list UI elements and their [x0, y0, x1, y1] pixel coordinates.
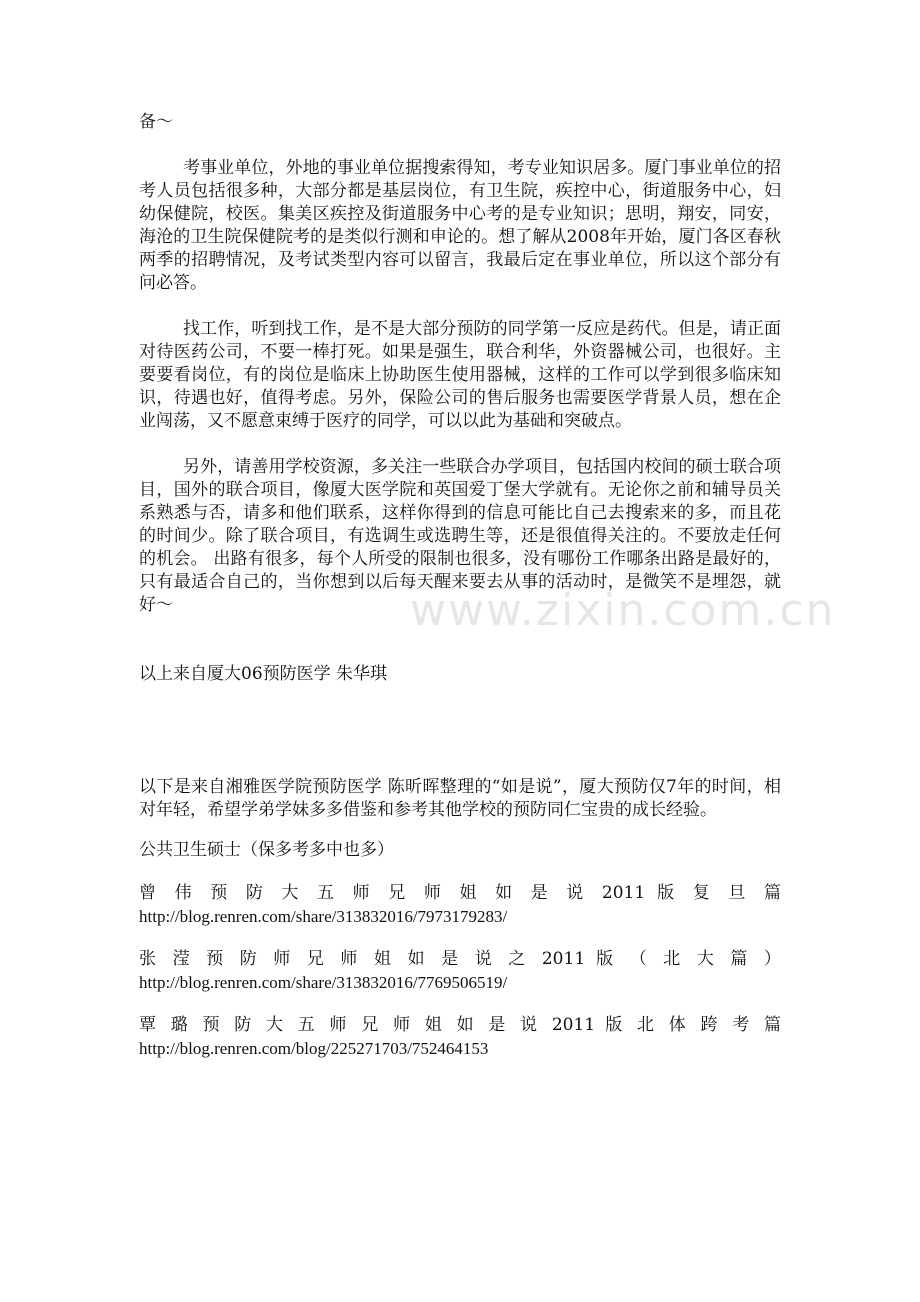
link-entry-url[interactable]: http://blog.renren.com/share/313832016/7769506519/ [139, 973, 508, 992]
link-entry [139, 1014, 781, 1060]
section-heading: 公共卫生硕士（保多考多中也多） [139, 840, 394, 860]
link-entry-title: 曾 伟 预 防 大 五 师 兄 师 姐 如 是 说 2011 版 复 旦 篇 [139, 883, 781, 903]
paragraph-intro: 以下是来自湘雅医学院预防医学 陈昕晖整理的“如是说”，厦大预防仅7年的时间，相对年轻，希望学弟学妹多多借鉴和参考其他学校的预防同仁宝贵的成长经验。 [139, 777, 781, 820]
paragraph-public-institution: 考事业单位，外地的事业单位据搜索得知，考专业知识居多。厦门事业单位的招考人员包括很多种，大部分都是基层岗位，有卫生院，疾控中心，街道服务中心，妇幼保健院，校医。集美区疾控及街道服务中心考的是专业知识；思明，翔安，同安，海沧的卫生院保健院考的是类似行测和申论的。想了解从2008年开始，厦门各区春秋两季的招聘情况，及考试类型内容可以留言，我最后定在事业单位，所以这个部分有问必答。 [139, 158, 781, 293]
paragraph-continuation: 备～ [139, 112, 173, 132]
link-entry [139, 882, 781, 928]
watermark: www.zixin.com.cn [410, 585, 836, 636]
document-body [139, 111, 836, 1060]
paragraph-job-hunting: 找工作，听到找工作，是不是大部分预防的同学第一反应是药代。但是，请正面对待医药公司，不要一棒打死。如果是强生，联合利华，外资器械公司，也很好。主要要看岗位，有的岗位是临床上协助医生使用器械，这样的工作可以学到很多临床知识，待遇也好，值得考虑。另外，保险公司的售后服务也需要医学背景人员，想在企业闯荡，又不愿意束缚于医疗的同学，可以以此为基础和突破点。 [139, 319, 781, 431]
author-credit: 以上来自厦大06预防医学 朱华琪 [139, 664, 388, 684]
paragraph-school-resources: 另外，请善用学校资源，多关注一些联合办学项目，包括国内校间的硕士联合项目，国外的联合项目，像厦大医学院和英国爱丁堡大学就有。无论你之前和辅导员关系熟悉与否，请多和他们联系，这样你得到的信息可能比自己去搜索来的多，而且花的时间少。除了联合项目，有选调生或选聘生等，还是很值得关注的。不要放走任何的机会。 出路有很多，每个人所受的限制也很多，没有哪份工作哪条出路是最好的，只有最适合自己的，当你想到以后每天醒来要去从事的活动时，是微笑不是埋怨，就好～ [139, 457, 781, 615]
link-entry-url[interactable]: http://blog.renren.com/blog/225271703/752464153 [139, 1039, 489, 1058]
link-entry-url[interactable]: http://blog.renren.com/share/313832016/7973179283/ [139, 907, 508, 926]
link-entry [139, 948, 781, 994]
link-entry-title: 覃 璐 预 防 大 五 师 兄 师 姐 如 是 说 2011 版 北 体 跨 考 篇 [139, 1015, 781, 1035]
link-entry-title: 张 滢 预 防 师 兄 师 姐 如 是 说 之 2011 版 （ 北 大 篇 ） [139, 949, 781, 969]
